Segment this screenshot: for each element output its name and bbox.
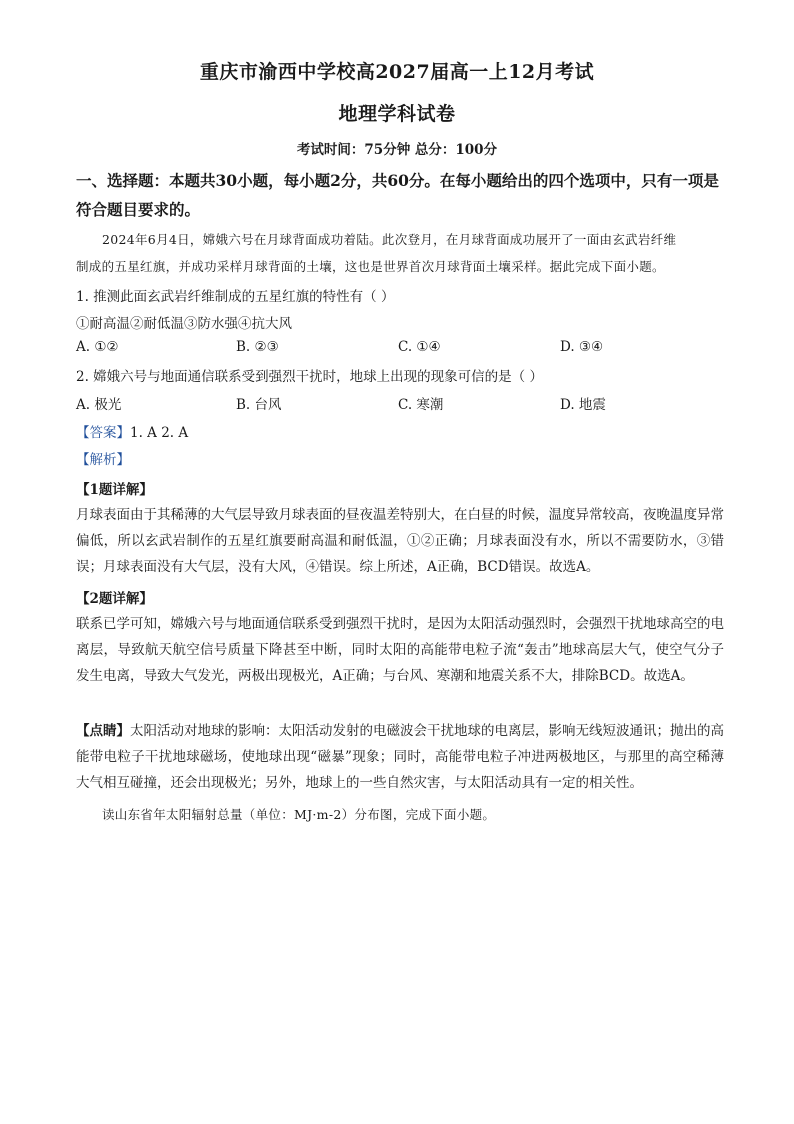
question-2-option-b: B. 台风: [236, 397, 282, 413]
question-1-option-a: A. ①②: [76, 339, 119, 355]
answer-text: 1. A 2. A: [130, 425, 189, 441]
detail-2-label: 【2题详解】: [76, 591, 153, 607]
exam-subject: 地理学科试卷: [338, 103, 456, 125]
tip-text: 太阳活动对地球的影响：太阳活动发射的电磁波会干扰地球的电离层，影响无线短波通讯；抛出的高能带电粒子干扰地球磁场，使地球出现“磁暴”现象；同时，高能带电粒子冲进两极地区，与那里的高空稀薄大气相互碰撞，还会出现极光；另外，地球上的一些自然灾害，与太阳活动具有一定的相关性。: [76, 723, 724, 791]
exam-title: 重庆市渝西中学校高2027届高一上12月考试: [199, 61, 595, 83]
tip-label: 【点睛】: [76, 723, 130, 739]
detail-2-text: 联系已学可知，嫦娥六号与地面通信联系受到强烈干扰时，是因为太阳活动强烈时，会强烈干扰地球高空的电离层，导致航天航空信号质量下降甚至中断，同时太阳的高能带电粒子流“轰击”地球高层大气，使空气分子发生电离，导致大气发光，两极出现极光，A正确；与台风、寒潮和地震关系不大，排除BCD。故选A。: [76, 616, 724, 684]
question-2-option-c: C. 寒潮: [398, 397, 444, 413]
tip-paragraph: [76, 718, 724, 796]
question-2-option-d: D. 地震: [560, 397, 606, 413]
analysis-line: [76, 448, 130, 468]
section-heading: 一、选择题：本题共30小题，每小题2分，共60分。在每小题给出的四个选项中，只有一项是符合题目要求的。: [76, 171, 719, 219]
question-2-stem: 2. 嫦娥六号与地面通信联系受到强烈干扰时，地球上出现的现象可信的是（ ）: [76, 369, 543, 385]
answer-label: 【答案】: [76, 425, 130, 441]
detail-1-label: 【1题详解】: [76, 482, 153, 498]
detail-1-text: 月球表面由于其稀薄的大气层导致月球表面的昼夜温差特别大，在白昼的时候，温度异常较高，夜晚温度异常偏低，所以玄武岩制作的五星红旗要耐高温和耐低温，①②正确；月球表面没有水，所以不需要防水，③错误；月球表面没有大气层，没有大风，④错误。综上所述，A正确，BCD错误。故选A。: [76, 507, 724, 575]
intro-line-1: 2024年6月4日，嫦娥六号在月球背面成功着陆。此次登月，在月球背面成功展开了一面由玄武岩纤维: [102, 232, 677, 247]
question-1-statements: ①耐高温②耐低温③防水强④抗大风: [76, 316, 292, 332]
question-2-option-a: A. 极光: [76, 397, 122, 413]
question-1-option-d: D. ③④: [560, 339, 604, 355]
question-1-stem: 1. 推测此面玄武岩纤维制成的五星红旗的特性有（ ）: [76, 289, 395, 305]
answer-line: [76, 421, 188, 441]
intro-2: 读山东省年太阳辐射总量（单位：MJ·m-2）分布图，完成下面小题。: [102, 807, 496, 822]
question-1-option-b: B. ②③: [236, 339, 279, 355]
intro-line-2: 制成的五星红旗，并成功采样月球背面的土壤，这也是世界首次月球背面土壤采样。据此完成下面小题。: [76, 259, 665, 274]
exam-info: 考试时间：75分钟 总分：100分: [296, 142, 498, 158]
analysis-label: 【解析】: [76, 452, 130, 468]
question-1-option-c: C. ①④: [398, 339, 441, 355]
